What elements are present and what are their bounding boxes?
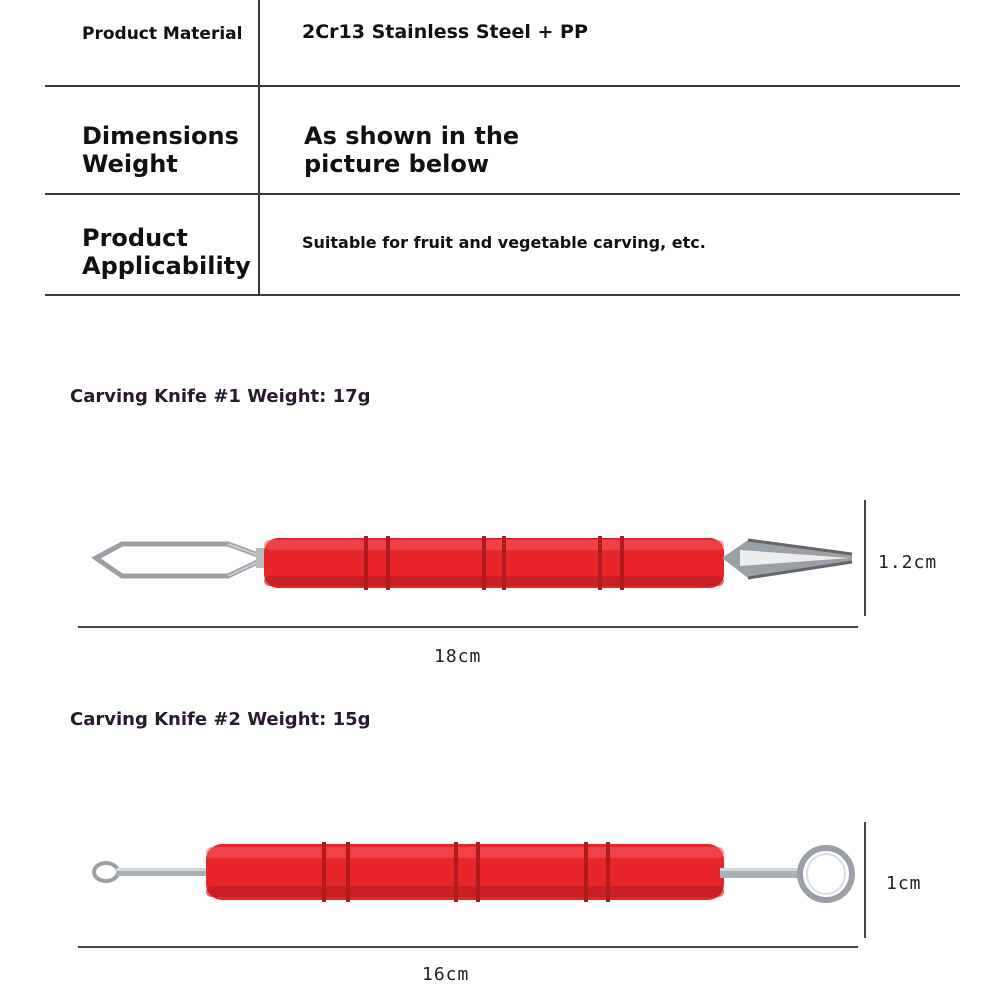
knife1-length-line — [78, 626, 858, 628]
knife2-width-label: 1cm — [886, 873, 922, 894]
knife2-heading: Carving Knife #2 Weight: 15g — [70, 709, 371, 730]
knife1-width-line — [864, 500, 866, 616]
knife2-length-line — [78, 946, 858, 948]
label-product-applicability — [82, 224, 251, 280]
label-product: Product — [82, 224, 188, 252]
value-product-material: 2Cr13 Stainless Steel + PP — [302, 21, 588, 43]
label-dimensions-weight — [82, 122, 239, 178]
knife2-width-line — [864, 822, 866, 938]
knife2-left-loop — [94, 863, 212, 881]
knife2-length-label: 16cm — [422, 964, 470, 985]
value-line-2: picture below — [304, 150, 490, 178]
knife1-right-blade — [722, 540, 852, 578]
value-product-applicability: Suitable for fruit and vegetable carving, etc. — [302, 233, 706, 252]
table-divider-vertical — [258, 0, 260, 296]
label-applicability: Applicability — [82, 252, 251, 280]
label-weight: Weight — [82, 150, 178, 178]
knife1-width-label: 1.2cm — [878, 552, 938, 573]
knife1-handle — [264, 536, 724, 590]
knife2-handle — [206, 842, 724, 902]
table-row-divider — [45, 85, 960, 87]
knife1-image — [0, 500, 1000, 630]
value-dimensions-weight — [304, 122, 519, 178]
value-line-1: As shown in the — [304, 122, 520, 150]
knife1-heading: Carving Knife #1 Weight: 17g — [70, 386, 371, 407]
knife2-image — [0, 820, 1000, 940]
knife1-length-label: 18cm — [434, 646, 482, 667]
knife2-right-loop — [720, 848, 852, 900]
label-product-material: Product Material — [82, 24, 243, 44]
label-dimensions: Dimensions — [82, 122, 239, 150]
table-row-divider — [45, 193, 960, 195]
table-bottom-border — [45, 294, 960, 296]
